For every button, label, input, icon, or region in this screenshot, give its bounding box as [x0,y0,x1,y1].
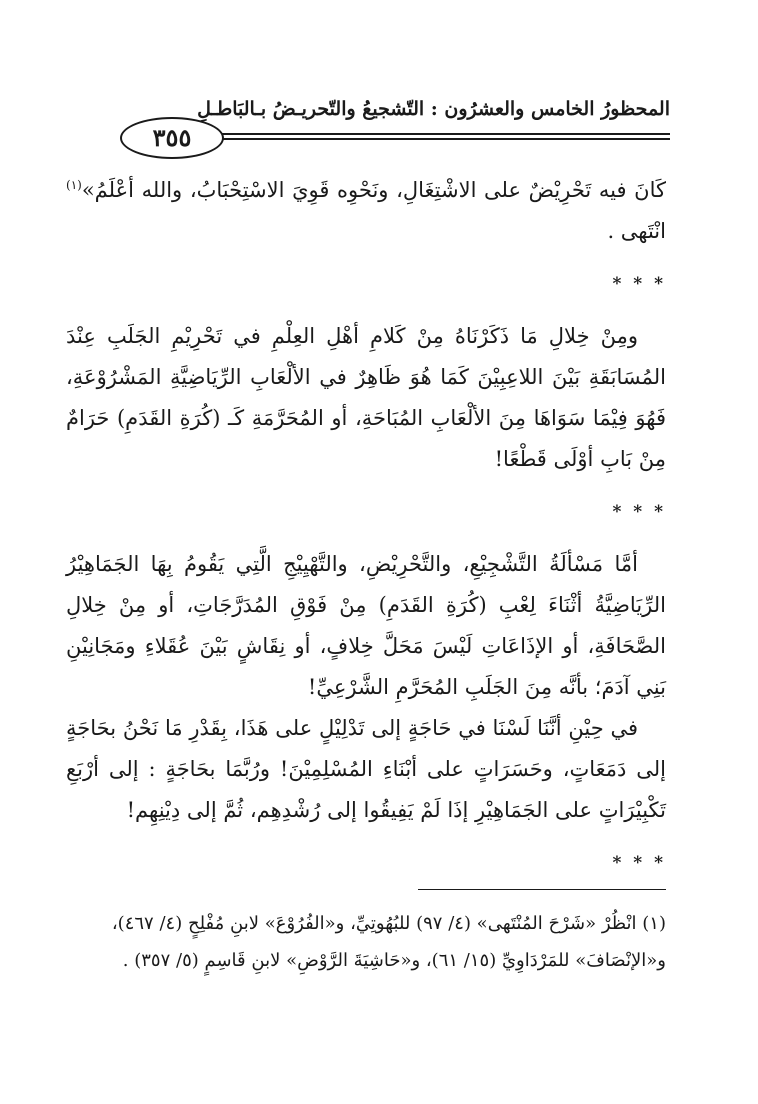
section-separator-2: * * * [612,502,666,522]
main-text [66,165,666,895]
header-rule-top [212,133,670,135]
paragraph-4: في حِيْنِ أنَّنَا لَسْنَا في حَاجَةٍ إلى تَدْلِيْلٍ على هَذَا، بِقَدْرِ مَا نَحْنُ بحَاجَةٍ إلى دَمَعَاتٍ، وحَسَرَاتٍ على أبْنَاءِ المُسْلِمِيْنَ! ورُبَّمَا بحَاجَةٍ : إلى أرْبَعِ تَكْبِيْرَاتٍ على الجَمَاهِيْرِ إذَا لَمْ يَفِيقُوا إلى رُشْدِهِم، ثُمَّ إلى دِيْنِهِم! [66,716,666,822]
footnotes [66,905,666,979]
page-number: ٣٥٥ [120,117,224,159]
footnote-ref-1[interactable]: (١) [66,178,82,192]
paragraph-1-text: كَانَ فيه تَحْرِيْضٌ على الاشْتِغَالِ، ونَحْوِه قَوِيَ الاسْتِحْبَابُ، والله أعْلَمُ» [81,178,666,202]
footnote-line-2: و«الإنْصَافَ» للمَرْدَاوِيِّ (١٥/ ٦١)، و«حَاشِيَةَ الرَّوْضِ» لابنِ قَاسِمٍ (٥/ ٣٥٧) . [122,950,666,971]
running-title: المحظورُ الخامس والعشرُون : التّشجيعُ والتّحريـضُ بـالبَاطـلِ [197,98,670,120]
footnote-line-1: (١) انْظُرْ «شَرْحَ المُنْتَهى» (٤/ ٩٧) للبُهُوتِيِّ، و«الفُرُوْعَ» لابنِ مُفْلِحٍ (٤/ ٤٦٧)، [111,913,666,934]
paragraph-1 [66,165,666,252]
section-separator-1: * * * [612,274,666,294]
header-rule-bottom [212,138,670,140]
section-separator-3: * * * [612,853,666,873]
paragraph-1-tail: انْتَهى . [607,219,666,243]
paragraph-2: ومِنْ خِلالِ مَا ذَكَرْنَاهُ مِنْ كَلامِ أهْلِ العِلْمِ في تَحْرِيْمِ الجَلَبِ عِنْدَ المُسَابَقَةِ بَيْنَ اللاعِبِيْنَ كَمَا هُوَ ظَاهِرٌ في الألْعَابِ الرِّيَاضِيَّةِ المَشْرُوْعَةِ، فَهُوَ فِيْمَا سَوَاهَا مِنَ الألْعَابِ المُبَاحَةِ، أو المُحَرَّمَةِ كَـ (كُرَةِ القَدَمِ) حَرَامٌ مِنْ بَابِ أوْلَى قَطْعًا! [66,324,666,471]
footnote-divider [418,889,666,890]
paragraph-3: أمَّا مَسْألَةُ التَّشْجِيْعِ، والتَّحْرِيْضِ، والتَّهْيِيْجِ الَّتِي يَقُومُ بِهَا الجَمَاهِيْرُ الرِّيَاضِيَّةُ أثْنَاءَ لِعْبِ (كُرَةِ القَدَمِ) مِنْ فَوْقِ المُدَرَّجَاتِ، أو مِنْ خِلالِ الصَّحَافَةِ، أو الإذَاعَاتِ لَيْسَ مَحَلَّ خِلافٍ، أو نِقَاشٍ بَيْنَ عُقَلاءِ ومَجَانِيْنِ بَنِي آدَمَ؛ بأنَّه مِنَ الجَلَبِ المُحَرَّمِ الشَّرْعِيِّ! [66,552,666,699]
